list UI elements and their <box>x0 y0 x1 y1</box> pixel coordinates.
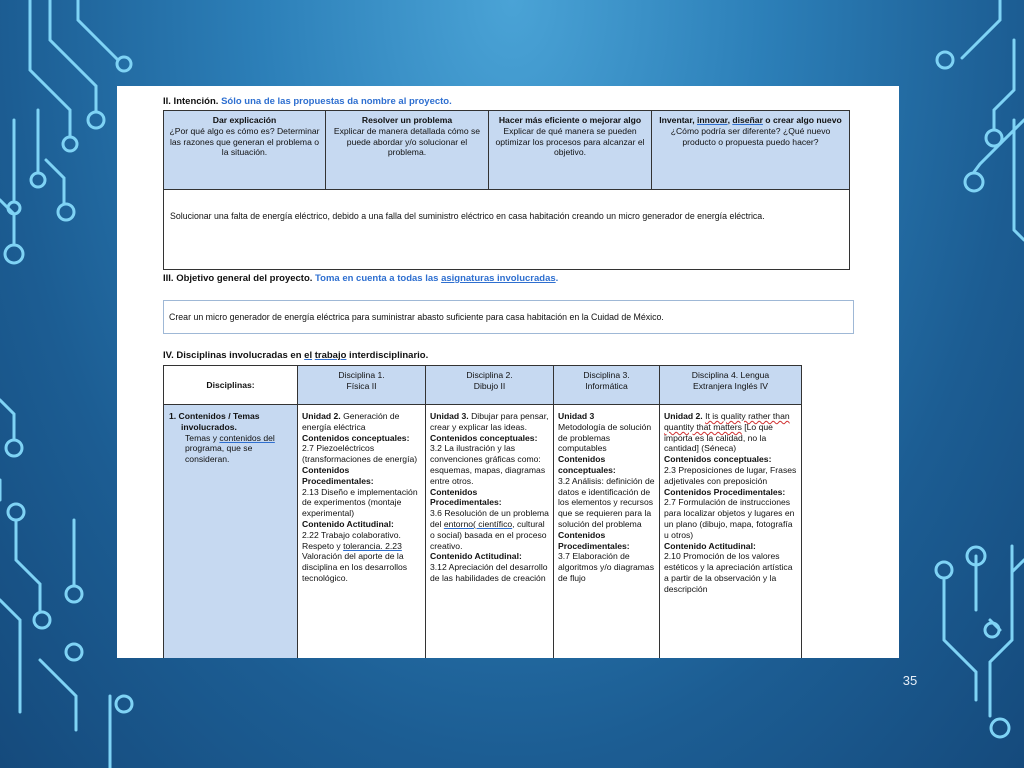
act-link: tolerancia. 2.23 <box>343 540 402 551</box>
discipline-title: Disciplina 2. <box>466 370 513 380</box>
slide-number: 35 <box>902 673 918 688</box>
discipline-title: Disciplina 1. <box>338 370 385 380</box>
cell-dibujo <box>426 405 554 659</box>
discipline-subject: Dibujo II <box>473 380 506 391</box>
section-4-heading-el: el <box>304 350 313 361</box>
option-desc: ¿Por qué algo es cómo es? Determinar las razones que generan el problema o la situación. <box>169 125 320 158</box>
discipline-3-header <box>554 366 660 405</box>
cell-fisica <box>298 405 426 659</box>
proc-text: 3.7 Elaboración de algoritmos y/o diagramas de flujo <box>558 551 655 583</box>
row-label-link: contenidos del <box>219 432 275 443</box>
proc-heading: Contenidos Procedimentales: <box>664 486 786 497</box>
section-4-heading-post: interdisciplinario. <box>346 350 429 361</box>
intention-table <box>163 110 850 270</box>
unit-quote: It is quality rather than quantity that matters <box>664 411 790 432</box>
section-2-heading <box>163 96 452 107</box>
option-title-mid: , <box>727 115 733 125</box>
proc-post: , cultural o social) basada en el proceso creativo. <box>430 518 547 551</box>
section-4-heading-trabajo: trabajo <box>314 350 347 361</box>
cell-informatica <box>554 405 660 659</box>
discipline-title: Disciplina 3. <box>583 370 630 380</box>
intention-answer: Solucionar una falta de energía eléctrico, debido a una falla del suministro eléctrico en casa habitación creando un micro generador de energía eléctrica. <box>164 190 850 270</box>
proc-heading: Contenidos Procedimentales: <box>430 486 502 508</box>
option-title-disenar: diseñar <box>732 115 763 125</box>
section-3-note-post: . <box>555 273 559 284</box>
act-heading: Contenido Actitudinal: <box>302 518 394 529</box>
section-4-heading <box>163 350 428 361</box>
concept-heading: Contenidos conceptuales: <box>302 432 410 443</box>
option-invent <box>652 111 850 190</box>
section-4-heading-pre: IV. Disciplinas involucradas en <box>163 350 305 361</box>
option-title <box>656 115 845 126</box>
act-text: 3.12 Apreciación del desarrollo de las habilidades de creación <box>430 562 548 583</box>
discipline-4-header <box>660 366 802 405</box>
section-3-heading-note <box>315 273 558 284</box>
section-3-note-link: asignaturas involucradas <box>441 273 556 284</box>
section-2-heading-prefix: II. Intención. <box>163 96 219 107</box>
unit-label: Unidad 3 <box>558 411 595 421</box>
section-3-heading <box>163 273 558 284</box>
option-solve <box>326 111 489 190</box>
option-title-pre: Inventar, <box>659 115 697 125</box>
row-label-post: programa, que se consideran. <box>185 443 253 465</box>
option-desc: Explicar de manera detallada cómo se puede abordar y/o solucionar el problema. <box>333 125 481 158</box>
discipline-subject: Física II <box>346 380 377 391</box>
concept-text: 2.3 Preposiciones de lugar, Frases adjetivales con preposición <box>664 464 797 486</box>
proc-text: 2.13 Diseño e implementación de experimentos (montaje experimental) <box>302 486 418 519</box>
proc-text: 2.7 Formulación de instrucciones para localizar objetos y lugares en un plano (dibujo, mapa, fotografía u otros) <box>664 497 795 540</box>
discipline-subject: Informática <box>585 380 628 391</box>
concept-heading: Contenidos conceptuales: <box>430 432 538 443</box>
concept-text: 3.2 Análisis: definición de datos e identificación de los elementos y recursos que se requieren para la solución del problema <box>558 475 655 529</box>
section-3-note-pre: Toma en cuenta a todas las <box>315 273 442 284</box>
proc-heading: Contenidos Procedimentales: <box>558 529 630 551</box>
section-3-heading-prefix: III. Objetivo general del proyecto. <box>163 273 313 284</box>
unit-text: Generación de energía eléctrica <box>302 411 400 432</box>
discipline-2-header <box>426 366 554 405</box>
concept-heading: Contenidos conceptuales: <box>664 454 772 465</box>
concept-heading: Contenidos conceptuales: <box>558 454 616 475</box>
unit-label: Unidad 3. <box>430 411 469 421</box>
option-desc: ¿Cómo podría ser diferente? ¿Qué nuevo producto o propuesta puedo hacer? <box>670 125 831 147</box>
option-improve <box>489 111 652 190</box>
act-post: Valoración del aporte de la disciplina en los desarrollos tecnológico. <box>302 551 408 583</box>
option-explain <box>164 111 326 190</box>
document-page <box>117 86 899 658</box>
proc-heading: Contenidos Procedimentales: <box>302 464 374 486</box>
option-desc: Explicar de qué manera se pueden optimizar los procesos para alcanzar el objetivo. <box>495 125 645 158</box>
option-title: Resolver un problema <box>361 115 453 125</box>
unit-translation: [Lo que importa es la calidad, no la cantidad] (Séneca) <box>664 421 773 454</box>
option-title-post: o crear algo nuevo <box>762 115 842 125</box>
discipline-title: Disciplina 4. Lengua <box>691 370 770 380</box>
discipline-1-header <box>298 366 426 405</box>
act-pre: 2.22 Trabajo colaborativo. Respeto y <box>302 529 401 551</box>
act-text: 2.10 Promoción de los valores estéticos y la apreciación artística a partir de la observación y la descripción <box>664 551 793 594</box>
section-2-heading-note: Sólo una de las propuestas da nombre al proyecto. <box>221 96 452 107</box>
unit-text: Dibujar para pensar, crear y explicar las ideas. <box>430 411 549 432</box>
act-heading: Contenido Actitudinal: <box>430 551 522 562</box>
objective-box: Crear un micro generador de energía eléctrica para suministrar abasto suficiente para casa habitación en la Cuidad de México. <box>163 300 854 334</box>
option-title: Dar explicación <box>212 115 277 125</box>
discipline-subject: Extranjera Inglés IV <box>693 380 768 391</box>
proc-link: entorno( científico <box>443 518 513 529</box>
cell-ingles <box>660 405 802 659</box>
proc-pre: 3.6 Resolución de un problema del <box>430 508 549 529</box>
unit-label: Unidad 2. <box>664 411 703 421</box>
concept-text: 3.2 La ilustración y las convenciones gráficas como: esquemas, mapas, diagramas entre otros. <box>430 443 546 486</box>
row-label-pre: Temas y <box>185 432 220 443</box>
row-label-title: 1. Contenidos / Temas <box>169 411 260 421</box>
disciplines-header: Disciplinas: <box>164 366 298 405</box>
unit-text: Metodología de solución de problemas computables <box>558 421 652 454</box>
unit-label: Unidad 2. <box>302 411 341 421</box>
option-title: Hacer más eficiente o mejorar algo <box>498 115 642 125</box>
row-label-desc <box>169 433 293 465</box>
concept-text: 2.7 Piezoeléctricos (transformaciones de energía) <box>302 443 418 465</box>
row-label-title-2: involucrados. <box>181 421 237 432</box>
act-heading: Contenido Actitudinal: <box>664 540 756 551</box>
row-label-contents <box>164 405 298 659</box>
disciplines-table <box>163 365 802 658</box>
option-title-innovar: innovar <box>696 115 728 125</box>
